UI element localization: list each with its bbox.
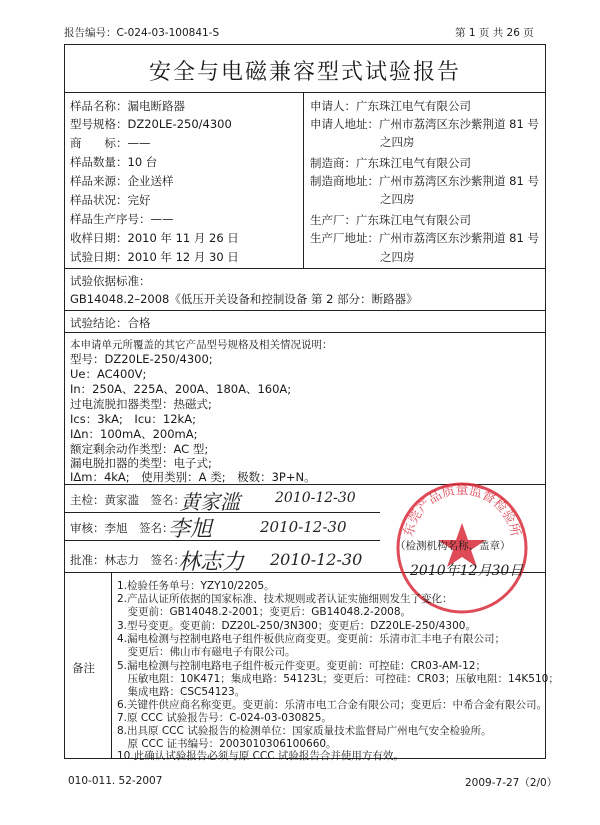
coverage-line: 过电流脱扣器类型：热磁式;	[70, 397, 212, 411]
report-title: 安全与电磁兼容型式试验报告	[148, 60, 461, 85]
applicant: 申请人：广东珠江电气有限公司	[310, 99, 471, 113]
test-conclusion: 试验结论：合格	[70, 316, 151, 330]
rule-conclusion	[64, 332, 546, 333]
coverage-line: In：250A、225A、200A、180A、160A;	[70, 382, 292, 396]
reviewer-label: 审核：李旭 签名：	[70, 521, 174, 535]
sample-condition: 样品状况：完好	[70, 193, 151, 207]
test-date: 试验日期：2010 年 12 月 30 日	[70, 250, 239, 264]
rule-title	[64, 92, 546, 93]
approver-date: 2010-12-30	[270, 550, 363, 569]
factory-address-2: 之四房	[380, 250, 415, 264]
footer-form-number: 010-011. 52-2007	[68, 775, 163, 787]
rule-remarks-split	[111, 572, 112, 759]
rule-basis	[64, 310, 546, 311]
approver-signature: 林志力	[178, 550, 245, 575]
main-inspector-label: 主检：黄家滥 签名：	[70, 493, 185, 507]
coverage-line: IΔm：4kA; 使用类别：A 类; 极数：3P+N。	[70, 470, 316, 484]
remark-line: 5.漏电检测与控制电路电子组件板元件变更。变更前：可控硅：CR03-AM-12；	[117, 660, 486, 672]
remark-line: 8.出具原 CCC 试验报告的检测单位：国家质量技术监督局广州电气安全检验所。	[117, 725, 492, 737]
coverage-line: Ics：3kA; Icu：12kA;	[70, 412, 196, 426]
factory-address: 生产厂地址：广州市荔湾区东沙紫荆道 81 号	[310, 231, 539, 245]
remark-line: 3.型号变更。变更前：DZ20L-250/3N300；变更后：DZ20LE-250/4300。	[117, 620, 476, 632]
manufacturer-address-2: 之四房	[380, 192, 415, 206]
coverage-line: 型号：DZ20LE-250/4300;	[70, 352, 213, 366]
sample-prod-number: 样品生产序号：——	[70, 212, 174, 226]
remark-line: 压敏电阻：10K471；集成电路：54123L；变更后：可控硅：CR03；压敏电阻：14K510；	[117, 673, 559, 685]
sample-quantity: 样品数量：10 台	[70, 155, 158, 169]
reviewer-signature: 李旭	[168, 517, 213, 542]
remark-line: 原 CCC 证书编号：2003010306100660。	[117, 738, 337, 750]
seal-caption: （检测机构名称、盖章）	[395, 540, 511, 552]
received-date: 收样日期：2010 年 11 月 26 日	[70, 231, 239, 245]
applicant-address: 申请人地址：广州市荔湾区东沙紫荆道 81 号	[310, 117, 539, 131]
seal-text: 东莞产品质量监督检验所	[401, 482, 523, 539]
coverage-line: 本申请单元所覆盖的其它产品型号规格及相关情况说明：	[70, 339, 333, 351]
manufacturer: 制造商：广东珠江电气有限公司	[310, 156, 471, 170]
basis-standard: GB14048.2–2008《低压开关设备和控制设备 第 2 部分：断路器》	[70, 292, 418, 306]
report-number: 报告编号：C-024-03-100841-S	[64, 27, 220, 39]
footer-version: 2009-7-27（2/0）	[465, 777, 558, 789]
page-info: 第 1 页 共 26 页	[455, 27, 534, 39]
sample-brand: 商 标：——	[70, 136, 151, 150]
remark-line: 4.漏电检测与控制电路电子组件板供应商变更。变更前：乐清市汇丰电子有限公司；	[117, 633, 506, 645]
approver-label: 批准：林志力 签名：	[70, 553, 185, 567]
coverage-line: 漏电脱扣器的类型：电子式;	[70, 456, 212, 470]
coverage-line: Ue：AC400V;	[70, 367, 147, 381]
rule-info-split	[303, 92, 304, 268]
sample-model: 型号规格：DZ20LE-250/4300	[70, 117, 232, 131]
remark-line: 10.此确认试验报告必须与原 CCC 试验报告合并使用方有效。	[117, 750, 404, 762]
applicant-address-2: 之四房	[380, 135, 415, 149]
main-inspector-date: 2010-12-30	[275, 490, 356, 506]
remark-line: 1.检验任务单号：YZY10/2205。	[117, 580, 275, 592]
factory: 生产厂：广东珠江电气有限公司	[310, 213, 471, 227]
seal-date: 2010年12月30日	[410, 563, 524, 579]
coverage-line: IΔn：100mA、200mA;	[70, 427, 198, 441]
sample-name: 样品名称：漏电断路器	[70, 99, 185, 113]
rule-info	[64, 268, 546, 269]
rule-sig2	[64, 540, 380, 541]
sample-source: 样品来源：企业送样	[70, 174, 174, 188]
remark-line: 变更后：佛山市有磁电子有限公司。	[117, 646, 296, 658]
remark-line: 变更前：GB14048.2-2001；变更后：GB14048.2-2008。	[117, 606, 412, 618]
reviewer-date: 2010-12-30	[260, 518, 347, 536]
coverage-line: 额定剩余动作类型：AC 型;	[70, 442, 209, 456]
manufacturer-address: 制造商地址：广州市荔湾区东沙紫荆道 81 号	[310, 174, 539, 188]
main-inspector-signature: 黄家滥	[180, 490, 240, 514]
basis-label: 试验依据标准：	[70, 274, 151, 288]
remark-line: 2.产品认证所依据的国家标准、技术规则或者认证实施细则发生了变化：	[117, 593, 453, 605]
remark-line: 6.关键件供应商名称变更。变更前：乐清市电工合金有限公司；变更后：中希合金有限公司。	[117, 699, 548, 711]
remarks-label: 备注	[72, 661, 95, 675]
remark-line: 7.原 CCC 试验报告号：C-024-03-030825。	[117, 712, 332, 724]
remark-line: 集成电路：CSC54123。	[117, 686, 246, 698]
